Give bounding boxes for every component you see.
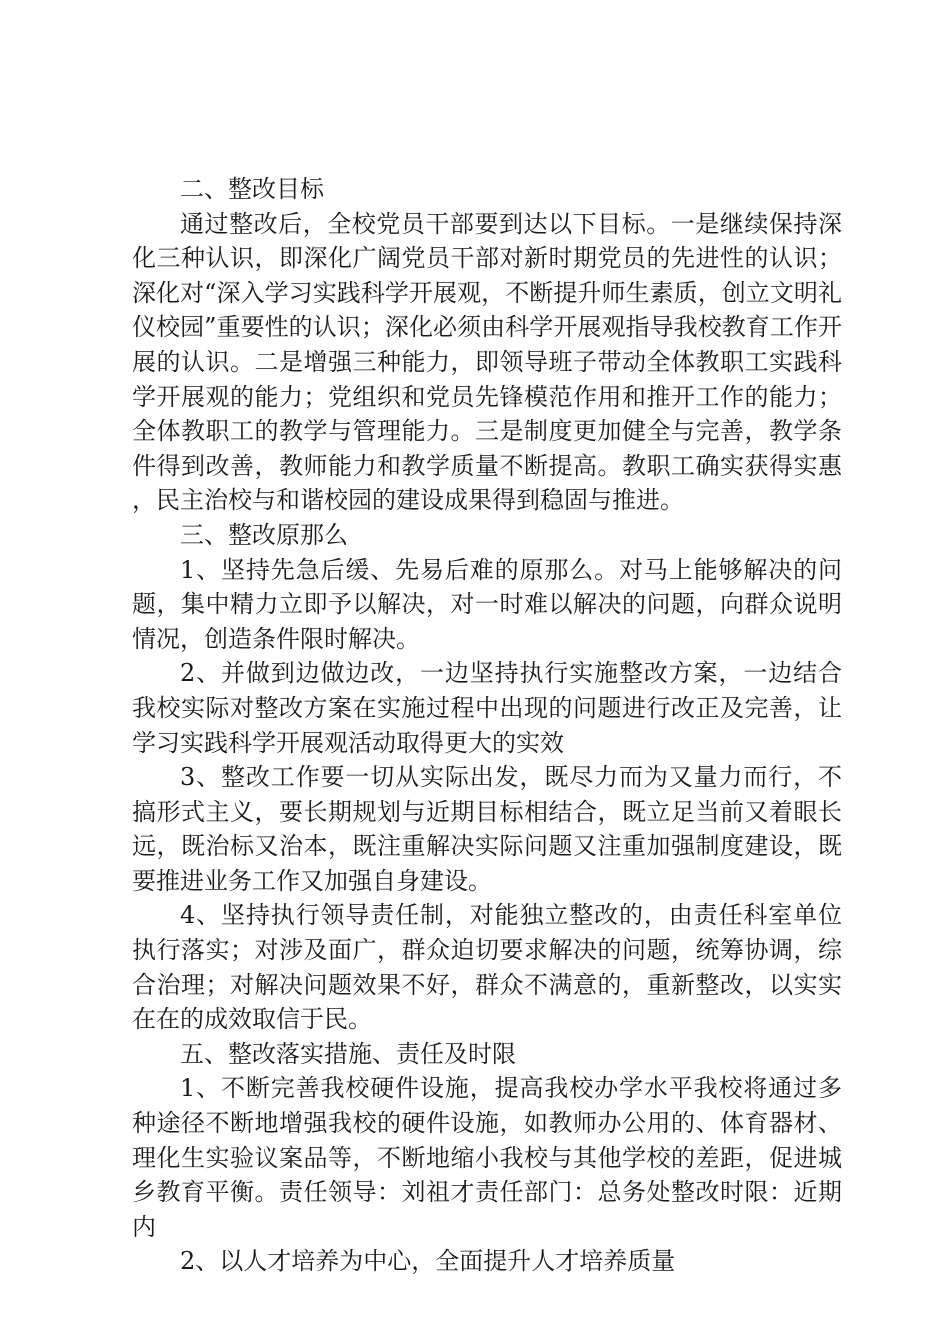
paragraph-principle-2: 2、并做到边做边改，一边坚持执行实施整改方案，一边结合我校实际对整改方案在实施过程中出现的问题进行改正及完善，让学习实践科学开展观活动取得更大的实效 bbox=[132, 659, 842, 757]
paragraph-principle-1: 1、坚持先急后缓、先易后难的原那么。对马上能够解决的问题，集中精力立即予以解决，对一时难以解决的问题，向群众说明情况，创造条件限时解决。 bbox=[132, 555, 842, 653]
document-page bbox=[132, 172, 842, 1279]
paragraph-principle-3: 3、整改工作要一切从实际出发，既尽力而为又量力而行，不搞形式主义，要长期规划与近期目标相结合，既立足当前又着眼长远，既治标又治本，既注重解决实际问题又注重加强制度建设，既要推进业务工作又加强自身建设。 bbox=[132, 763, 842, 895]
paragraph-measure-1: 1、不断完善我校硬件设施，提高我校办学水平我校将通过多种途径不断地增强我校的硬件设施，如教师办公用的、体育器材、理化生实验议案品等，不断地缩小我校与其他学校的差距，促进城乡教育平衡。责任领导：刘祖才责任部门：总务处整改时限：近期内 bbox=[132, 1074, 842, 1241]
paragraph-goals-body: 通过整改后，全校党员干部要到达以下目标。一是继续保持深化三种认识，即深化广阔党员干部对新时期党员的先进性的认识；深化对“深入学习实践科学开展观，不断提升师生素质，创立文明礼仪校园”重要性的认识；深化必须由科学开展观指导我校教育工作开展的认识。二是增强三种能力，即领导班子带动全体教职工实践科学开展观的能力；党组织和党员先锋模范作用和推开工作的能力；全体教职工的教学与管理能力。三是制度更加健全与完善，教学条件得到改善，教师能力和教学质量不断提高。教职工确实获得实惠，民主治校与和谐校园的建设成果得到稳固与推进。 bbox=[132, 209, 842, 515]
section-heading-goals: 二、整改目标 bbox=[180, 175, 324, 203]
paragraph-principle-4: 4、坚持执行领导责任制，对能独立整改的，由责任科室单位执行落实；对涉及面广，群众迫切要求解决的问题，统筹协调，综合治理；对解决问题效果不好，群众不满意的，重新整改，以实实在在的成效取信于民。 bbox=[132, 901, 842, 1034]
section-heading-principles: 三、整改原那么 bbox=[180, 520, 348, 549]
paragraph-measure-2: 2、以人才培养为中心，全面提升人才培养质量 bbox=[180, 1247, 676, 1276]
section-heading-measures: 五、整改落实措施、责任及时限 bbox=[180, 1039, 516, 1068]
